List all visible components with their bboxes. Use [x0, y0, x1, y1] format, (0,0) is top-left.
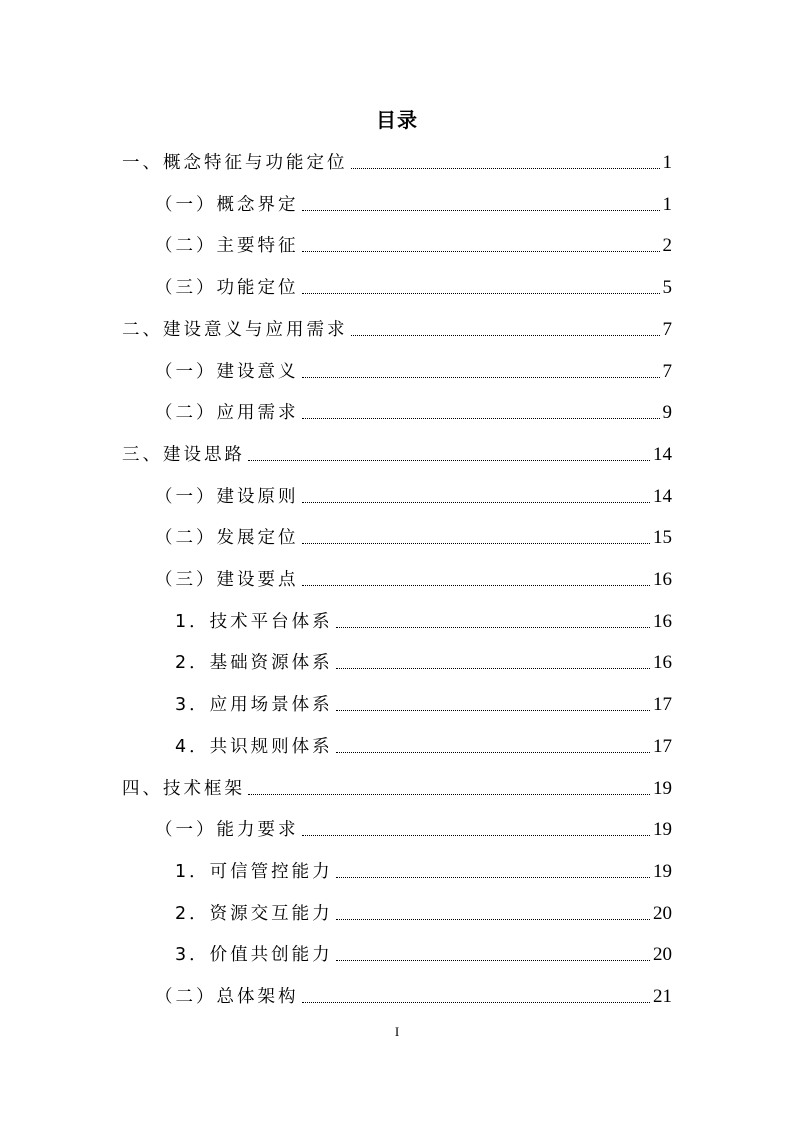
toc-entry-page: 1	[662, 193, 672, 215]
toc-leader-dots	[302, 543, 651, 544]
toc-entry-label: 2．资源交互能力	[175, 903, 333, 924]
toc-leader-dots	[351, 168, 660, 169]
toc-entry-page: 19	[653, 860, 672, 882]
toc-entry-label: 2．基础资源体系	[175, 653, 333, 674]
toc-leader-dots	[302, 251, 660, 252]
toc-leader-dots	[336, 919, 650, 920]
toc-entry[interactable]	[155, 478, 672, 508]
toc-entry-label: （二）发展定位	[155, 528, 299, 549]
toc-entry[interactable]	[155, 353, 672, 383]
toc-entry-page: 14	[653, 485, 672, 507]
toc-entry[interactable]	[175, 853, 672, 883]
toc-leader-dots	[248, 794, 650, 795]
toc-entry-page: 20	[653, 902, 672, 924]
toc-entry-label: （三）建设要点	[155, 570, 299, 590]
toc-entry-page: 16	[653, 569, 672, 590]
toc-entry-label: 三、建设思路	[122, 444, 245, 465]
toc-entry-page: 17	[653, 735, 672, 757]
toc-entry[interactable]	[155, 186, 672, 216]
toc-entry[interactable]	[155, 561, 672, 591]
toc-entry-label: 二、建设意义与应用需求	[122, 319, 348, 340]
toc-leader-dots	[302, 502, 651, 503]
toc-leader-dots	[302, 210, 660, 211]
toc-entry-label: （一）建设意义	[155, 361, 299, 382]
toc-entry-label: 4．共识规则体系	[175, 736, 333, 757]
toc-entry-label: （三）功能定位	[155, 278, 299, 299]
toc-entry[interactable]	[122, 144, 672, 174]
toc-entry-page: 5	[662, 277, 672, 299]
toc-leader-dots	[336, 877, 650, 878]
toc-leader-dots	[302, 585, 651, 586]
toc-entry[interactable]	[175, 603, 672, 633]
toc-leader-dots	[302, 835, 651, 836]
toc-entry[interactable]	[122, 770, 672, 800]
toc-title: 目录	[376, 108, 418, 132]
toc-entry-label: 1．技术平台体系	[175, 611, 333, 632]
toc-entry[interactable]	[175, 936, 672, 966]
toc-entry-page: 20	[653, 944, 672, 966]
toc-leader-dots	[302, 1002, 651, 1003]
toc-entry-label: 3．应用场景体系	[175, 695, 333, 716]
toc-entry[interactable]	[155, 394, 672, 424]
toc-entry[interactable]	[175, 895, 672, 925]
toc-entry-label: （一）建设原则	[155, 486, 299, 507]
toc-entry[interactable]	[175, 644, 672, 674]
page-number: I	[394, 1024, 400, 1039]
toc-entry[interactable]	[155, 227, 672, 257]
toc-entry[interactable]	[175, 728, 672, 758]
toc-entry-page: 21	[653, 986, 672, 1007]
toc-entry-label: 3．价值共创能力	[175, 945, 333, 966]
toc-leader-dots	[302, 293, 660, 294]
toc-entry-label: 一、概念特征与功能定位	[122, 153, 348, 173]
toc-entry-page: 16	[653, 610, 672, 632]
toc-entry[interactable]	[155, 811, 672, 841]
toc-entry-label: （二）总体架构	[155, 987, 299, 1007]
toc-entry[interactable]	[122, 436, 672, 466]
toc-entry[interactable]	[155, 519, 672, 549]
toc-entry-page: 19	[653, 819, 672, 841]
toc-entry-page: 15	[653, 527, 672, 549]
toc-entry[interactable]	[155, 978, 672, 1008]
toc-entry-page: 9	[662, 402, 672, 424]
toc-leader-dots	[336, 668, 650, 669]
toc-entry-page: 19	[653, 777, 672, 799]
toc-entry-label: （二）主要特征	[155, 236, 299, 257]
toc-entry-page: 2	[662, 235, 672, 257]
toc-entry-label: （一）能力要求	[155, 820, 299, 841]
toc-leader-dots	[302, 418, 660, 419]
toc-entry-page: 7	[662, 318, 672, 340]
toc-entry-page: 16	[653, 652, 672, 674]
toc-entry-label: 四、技术框架	[122, 778, 245, 799]
toc-entry[interactable]	[122, 311, 672, 341]
toc-leader-dots	[336, 752, 650, 753]
toc-leader-dots	[336, 960, 650, 961]
toc-entry[interactable]	[155, 269, 672, 299]
toc-entry-page: 7	[662, 360, 672, 382]
toc-leader-dots	[351, 335, 660, 336]
toc-entry[interactable]	[175, 686, 672, 716]
toc-leader-dots	[336, 627, 650, 628]
toc-leader-dots	[248, 460, 650, 461]
toc-entry-label: 1．可信管控能力	[175, 861, 333, 882]
toc-entry-page: 1	[662, 152, 672, 173]
toc-entry-page: 14	[653, 443, 672, 465]
toc-leader-dots	[336, 710, 650, 711]
toc-entry-label: （一）概念界定	[155, 194, 299, 215]
toc-entry-label: （二）应用需求	[155, 403, 299, 424]
toc-entry-page: 17	[653, 694, 672, 716]
toc-leader-dots	[302, 377, 660, 378]
